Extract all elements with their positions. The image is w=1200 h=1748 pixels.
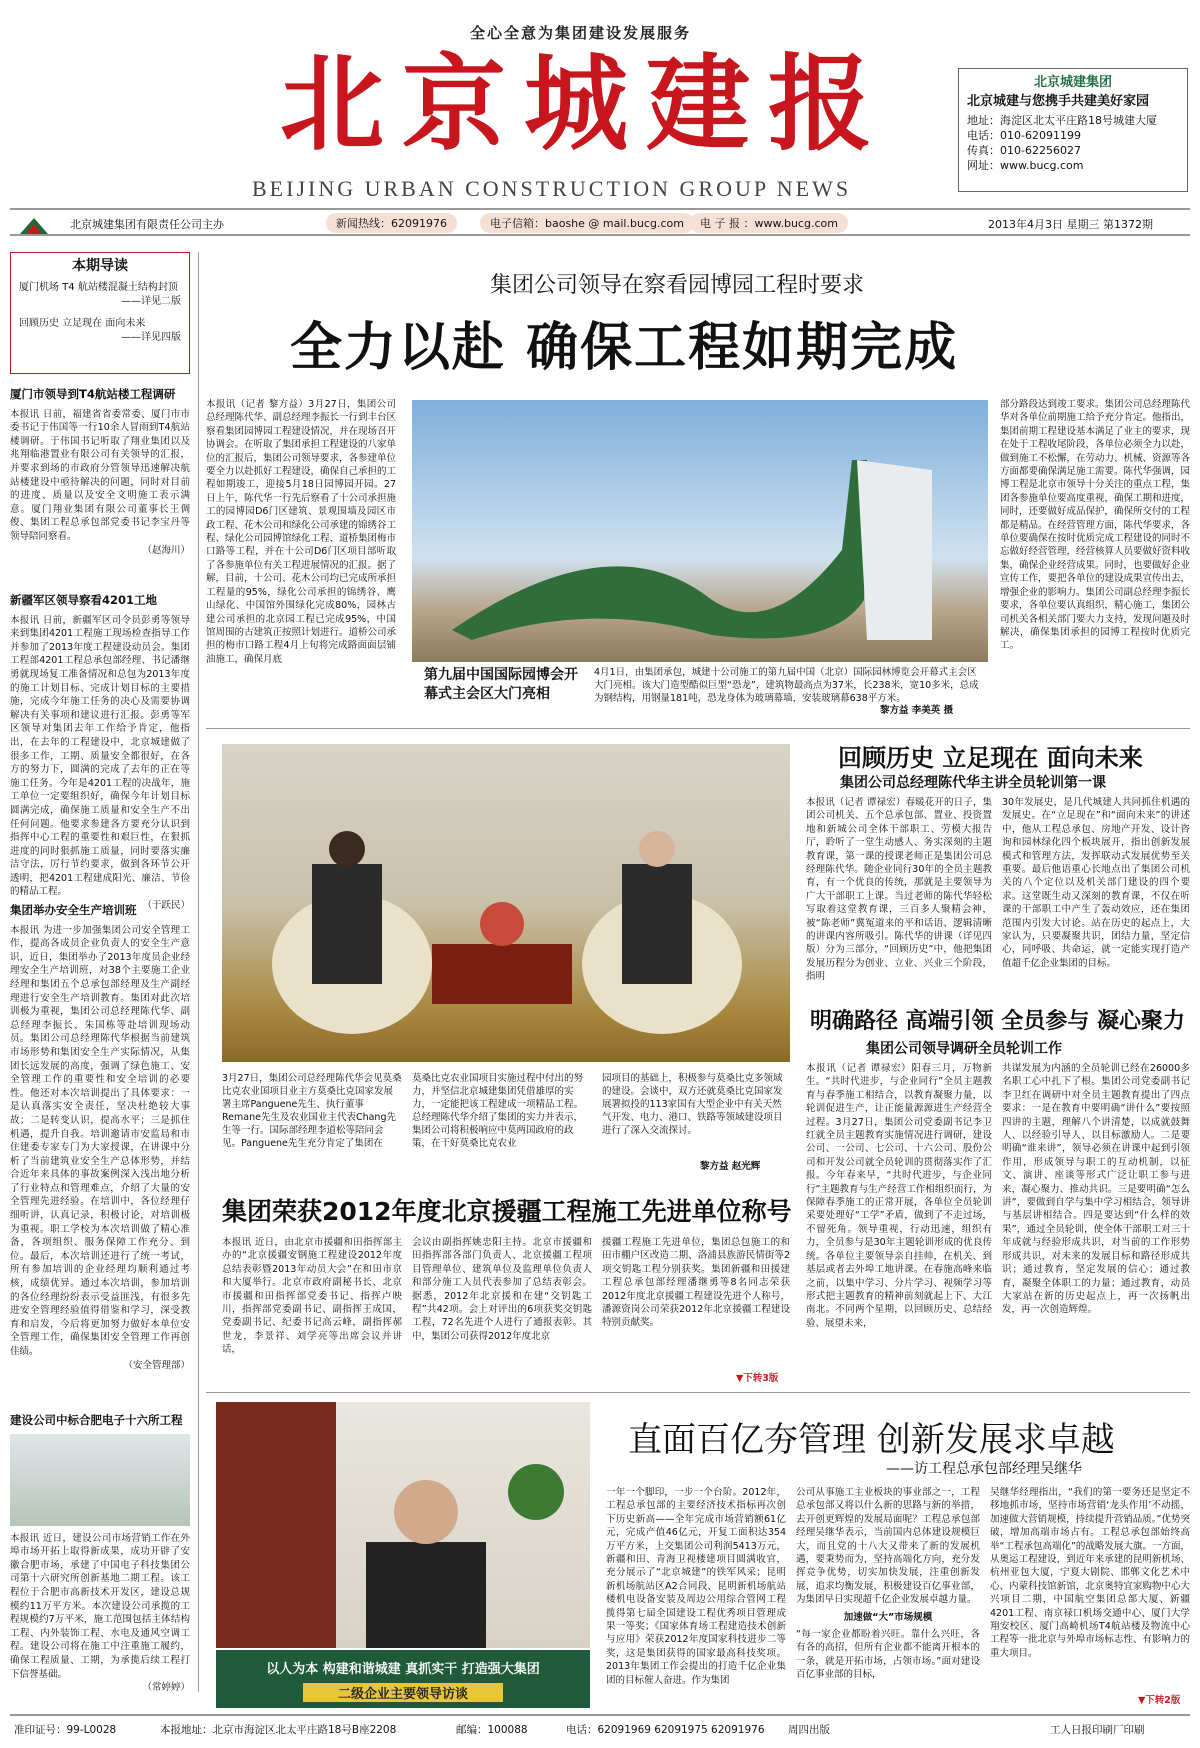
news-hotline: 新闻热线：62091976 xyxy=(326,213,457,233)
epaper: 电 子 报 ：www.bucg.com xyxy=(690,213,848,233)
interview-photo xyxy=(216,1402,590,1648)
direction-subheadline: 集团公司领导调研全员轮训工作 xyxy=(866,1041,1062,1057)
newspaper-title: 北京城建报 xyxy=(280,42,891,165)
sidebar-story-3 xyxy=(10,904,190,1404)
guide-title: 本期导读 xyxy=(72,258,128,274)
interview-subheadline: ——访工程总承包部经理吴继华 xyxy=(886,1461,1082,1477)
banner-line-2: 二级企业主要领导访谈 xyxy=(303,1683,503,1702)
photo-caption-text: 4月1日，由集团承包，城建十公司施工的第九届中国（北京）国际园林博览会开幕式主会区大门亮相。该大门造型酷似巨型“恐龙”，建筑物最高点为37米，长238米，宽10多米，总成为钢结构，用钢量181吨，恐龙身体为玻璃幕墙，安装玻璃幕638平方米。 xyxy=(594,667,979,704)
meeting-caption-1: 3月27日，集团公司总经理陈代华会见莫桑比克农业国项目业主方莫桑比克国家发展署主席Panguene先生、执行董事Remane先生及农业国业主代表Chang先生等一行。国际部经理李道松等陪同会见。Panguene先生充分肯定了集团在 xyxy=(222,1073,402,1149)
history-body-col2: 30年发展史，是几代城建人共同抓住机遇的发展史。在“立足现在”和“面向未来”的讲述中，他从工程总承包、房地产开发、设计咨询和园林绿化四个板块展开，指出创新发展模式和管理方法，发挥联动式发展优势至关重要。最后他语重心长地点出了集团公司机关的八个定位以及机关部门建设的四个要求。这堂既生动又深刻的教育课，不仅在听课的干部职工中产生了轰动效应，还在集团范围内引发大讨论。站在历史的起点上，大家认为，只要凝聚共识，团结力量，坚定信心，同呼吸、共命运，就一定能实现打造产值超千亿企业集团的目标。 xyxy=(1002,797,1190,969)
history-headline: 回顾历史 立足现在 面向未来 xyxy=(838,744,1143,772)
interview-body-col3: 吴继华经理指出，“我们的第一要务还是坚定不移地抓市场，坚持市场营销‘龙头作用’不动摇，加速做大营销规模，持续提升营销品质。”优势突破，增加高端市场占有。工程总承包部始终高举“工程承包高端化”的战略发展大旗。一方面，从奥运工程建设，到近年来承建的昆明新机场、杭州亚包大厦，宁夏大剧院、邯郸文化艺术中心、内蒙科技馆新馆，北京奥特宜家购物中心大兴项目二期，中国航空集团总部大厦、新疆4201工程、南京禄口机场交通中心、厦门大学翔安校区、厦门高崎机场T4航站楼及物流中心工程等一批北京与外埠市场标志性、有影响力的重大项目。 xyxy=(990,1487,1190,1659)
guide-item-ref: ——详见二版 xyxy=(121,296,181,307)
permit-number: 准印证号：99-L0028 xyxy=(14,1724,117,1736)
meeting-caption-3: 园项目的基础上，积极参与莫桑比克多领域的建设。会谈中，双方还就莫桑比克国家发展署拟投的113家国有大型企业中有关天然气开发、电力、港口、铁路等领域建设项目进行了深入交流探讨。 xyxy=(602,1073,783,1136)
sidebar-story-1 xyxy=(10,388,190,584)
interview-jump[interactable]: ▼下转2版 xyxy=(1138,1695,1181,1706)
issue-guide xyxy=(10,252,190,374)
story-body: 本报讯 日前，新疆军区司令员彭勇等领导来到集团4201工程施工现场检查指导工作并参加了2013年度工程建设动员会。集团工程部4201工程总承包部经理、书记潘继勇就现场复工准备情况和总包为2013年度的施工计划目标、完成计划目标的主要措施，完成今年施工任务的决心及需要协调解决有关事项和建议进行汇报。彭勇等军区领导对集团去年工作给予肯定，他指出，在去年的工程建设中，北京城建做了很多工作，工期、质量安全都很好，在各方的努力下，圆满的完成了去年的正在等施工任务。今年是4201工程的决战年，施工单位一定要组织好，确保今年计划目标圆满完成，确保施工质量和安全生产不出任何问题。他要求参建各方要充分认识到指挥中心工程的重要性和艰巨性，在狠抓进度的同时狠抓施工质量，同时要落实廉洁守法，厉行节约要求，做到各环节公开透明，把4201工程建成阳光、廉洁、节俭的精品工程。 xyxy=(10,614,190,898)
story-title: 新疆军区领导察看4201工地 xyxy=(10,593,158,607)
info-address: 地址：海淀区北太平庄路18号城建大厦 xyxy=(967,114,1157,127)
story-author: （于跃民） xyxy=(142,900,190,912)
group-emblem-icon xyxy=(14,216,54,239)
footer xyxy=(10,1714,1190,1740)
story-title: 厦门市领导到T4航站楼工程调研 xyxy=(10,387,176,401)
history-body-col1: 本报讯（记者 谭禄宏）春暖花开的日子，集团公司机关、五个总承包部、置业、投资置地和新城公司全体干部职工、劳模大报告厅，聆听了一堂生动感人、务实深刻的主题教育课，第一课的授课老师正是集团公司总经理陈代华。随企业同行30年的全员主题教育，有一个优良的传统，那就是主要领导为广大干部职工上课。当过老师的陈代华轻松写取着这堂教育课，三百多人聚精会神，被“陈老师”冀冤道来的平和话语、逻辑清晰的讲课内容所吸引。陈代华的讲课（详见四版）分为三部分，“回顾历史”中，他把集团发展历程分为创业、立业、兴业三个阶段，指明 xyxy=(806,797,992,983)
story-author: （常婷婷） xyxy=(142,1682,190,1694)
group-logo: 北京城建集团 xyxy=(1033,75,1112,90)
xinjiang-body-col2: 会议由副指挥姚忠阳主持。北京市援疆和田指挥部各部门负责人、北京援疆工程项目管理单位、建筑单位及监理单位负责人和部分施工人员代表参加了总结表彰会。据悉，2012年北京援和在建“交钥匙工程”共42项。会上对评出的6项获奖交钥匙工程，72名先进个人进行了通报表彰。其中，集团公司获得2012年度北京 xyxy=(412,1237,592,1342)
story-title: 建设公司中标合肥电子十六所工程 xyxy=(10,1413,183,1427)
story-title: 集团举办安全生产培训班 xyxy=(10,903,137,917)
column-divider xyxy=(198,252,199,1692)
masthead-slogan: 全心全意为集团建设发展服务 xyxy=(470,24,692,42)
interview-headline: 直面百亿夯管理 创新发展求卓越 xyxy=(628,1420,1115,1460)
site-photo xyxy=(10,1434,190,1526)
guide-item-ref: ——详见四版 xyxy=(121,332,181,343)
story-body: 本报讯 为进一步加强集团公司安全管理工作，提高各成员企业负责人的安全生产意识，近日，集团举办了2013年度员企业经理安全生产培训班，对38个主要施工企业经理和集团五个总承包部经理及生产副经理进行安全生产培训教育。集团对此次培训极为重视，集团公司总经理陈代华、副总经理李振长、朱国栋等赴培训现场动员。集团公司总经理陈代华根据当前建筑市场形势和集团安全生产实际情况，从集团长远发展的高度，强调了绿色施工、安全管理工作的重要性和安全培训的必要性。他还对本次培训提出了具体要求：一是认真落实安全责任，坚决杜绝较大事故；二是转变认识，提高水平；三是抓住机遇，提升自我。培训邀请市安监局和市住建委专家专门为大家授课，在讲课中分析了当前建筑业安全生产总体形势，并结合近年来具体的事故案例深入浅出地分析了行业特点和管理难点，介绍了大量的安全管理先进经验。在培训中，各位经理仔细听讲，认真记录，积极讨论，对培训极为重视。职工学校为本次培训做了精心准备，各项组织、服务保障工作充分、到位。最后，本次培训还进行了统一考试，所有参加培训的企业经理均顺利通过考核，成绩优异。通过本次培训，参加培训的各位经理纷纷表示受益匪浅，有很多先进安全管理经验值得借鉴和学习，深受教育和启发，今后将更加努力做好本单位安全管理工作，确保集团安全管理工作再创佳绩。 xyxy=(10,924,190,1357)
newspaper-title-en: BEIJING URBAN CONSTRUCTION GROUP NEWS xyxy=(252,176,852,201)
xinjiang-jump[interactable]: ▼下转3版 xyxy=(736,1373,779,1384)
lead-body-col1: 本报讯（记者 黎方益）3月27日，集团公司总经理陈代华、副总经理李振长一行到丰台区察看集团园博园工程建设情况，并在现场召开协调会。在听取了集团承担工程建设的八家单位的汇报后，集团公司领导要求，各参建单位要全力以赴抓好工程建设，确保自己承担的工程如期竣工，迎接5月18日园博园开园。27日上午，陈代华一行先后察看了十公司承担施工的园博园D6门区建筑、景观围墙及园区市政工程、花木公司和绿化公司承建的锦绣谷工程、绿化公司园博馆绿化工程、道桥集团梅市口路等工程，并在十公司D6门区项目部听取了各参施单位有关工程进展情况的汇报。据了解，目前，十公司、花木公司均已完成所承担工程量的95%，绿化公司承担的锦绣谷、鹰山绿化、中国馆外围绿化完成80%，园林古建公司承担的北京园工程已完成95%，中国馆周围的古建筑正按照计划进行。道桥公司承担的梅市口路工程4月上旬将完成路面面层铺油施工，确保月底 xyxy=(206,399,397,665)
postal-code: 邮编：100088 xyxy=(456,1724,528,1736)
office-address: 本报地址：北京市海淀区北太平庄路18号B座2208 xyxy=(160,1724,397,1736)
lead-kicker: 集团公司领导在察看园博园工程时要求 xyxy=(490,273,865,298)
issue-date: 2013年4月3日 星期三 第1372期 xyxy=(988,218,1153,231)
photo-credit: 黎方益 李美英 摄 xyxy=(880,705,954,716)
sidebar-story-4 xyxy=(10,1414,190,1710)
xinjiang-body-col1: 本报讯 近日，由北京市援疆和田指挥部主办的“北京援疆安钢施工程建设2012年度总结表彰暨2013年动员大会”在和田市京和大厦举行。北京市政府副秘书长、北京市援疆和田指挥部党委书记、指挥卢映川，指挥部党委副书记、副指挥王成国，党委副书记、纪委书记高云峰，副指挥郝世龙，李景祥、刘学亮等出席会议并讲话， xyxy=(222,1237,402,1356)
info-phone: 电话：010-62091199 xyxy=(967,129,1081,142)
direction-body-col1: 本报讯（记者 谭禄宏）阳春三月，万物新生。“共时代进步，与企业同行”全员主题教育与春季施工相结合，以教育凝聚力量，以轮训促进生产，让正能量源源进生产经营全过程。3月27日，集团公司党委副书记李卫红就全员主题教育实施情况进行调研，建设公司、一公司、七公司、十六公司、股份公司和开发公司就全员轮训的贯彻落实作了汇报。今年春来早，“共时代进步，与企业同行”主题教育与生产经营工作相组织而行，为保障春季施工的正常开展，各单位全员轮训采要处理好“工学”矛盾，做到了不走过场，不留死角。领导重视，行动迅速，组织有力，全员参与是30年主题轮训形成的优良传统。各单位主要领导亲自挂帅，在机关、到基层或者去外埠工地讲课。在春施高峰来临之前，以集中学习、分片学习、视频学习等形式把主题教育的精神前刻就起上下、大江南北。不同两个星期，以回顾历史、总结经验、展望未来， xyxy=(806,1063,992,1329)
direction-headline: 明确路径 高端引领 全员参与 凝心聚力 xyxy=(810,1009,1185,1034)
info-box-slogan: 北京城建与您携手共建美好家园 xyxy=(967,94,1150,109)
xinjiang-headline: 集团荣获2012年度北京援疆工程施工先进单位称号 xyxy=(222,1197,792,1226)
direction-body-col2: 共谋发展为内涵的全员轮训已经在26000多名职工心中扎下了根。集团公司党委副书记李卫红在调研中对全员主题教育提出了四点要求：一是在教育中要明确“讲什么”要按照四讲的主题，理解八个讲清楚，以成就鼓舞人、以经验引导人、以目标激励人。二是要明确“谁来讲”，领导必须在讲课中起到引领作用，形成领导与职工的互动机制，以征文、演讲、座谈等形式广泛让职工参与进来，凝心聚力、推动共识。三是要明确“怎么讲”，要做到自学与集中学习相结合，领导讲与基层讲相结合。四是要达到“什么样的效果”，通过全员轮训，使全体干部职工对三十年成就与经验形成共识，对当前的工作形势形成共识，对未来的发展目标和路径形成共识；通过教育，坚定发展的信心；通过教育，凝聚全体职工的力量；通过教育，动员大家站在新的历史起点上，再一次扬帆出发，再一次创造辉煌。 xyxy=(1002,1063,1190,1316)
guide-item[interactable]: 回顾历史 立足现在 面向未来 xyxy=(19,318,146,329)
section-rule xyxy=(206,728,1190,729)
lead-body-col3: 部分路段达到竣工要求。集团公司总经理陈代华对各单位前期施工给予充分肯定。他指出，集团前期工程建设基本满足了业主的要求，现在处于工程收尾阶段，各单位必须全力以赴，做到施工不松懈，在劳动力、机械、资源等各方面都要确保满足施工需要。陈代华强调，园博工程是北京市领导十分关注的重点工程，集团各参施单位要高度重视，确保工期和进度，同时，还要做好成品保护，确保所交付的工程都是精品。在经营管理方面，陈代华要求，各单位要确保在按时优质完成工程建设的同时不忘做好经营管理，经营核算人员要做好资料收集，确保企业经营成果。同时，也要做好企业宣传工作，要把各单位的建设成果宣传出去，增强企业的影响力。集团公司副总经理李振长要求，各单位要认真组织，精心施工，集团公司机关各相关部门要大力支持，发现问题及时解决，确保集团承担的园博工程按时优质完工。 xyxy=(1000,399,1191,652)
body-text: “每一家企业都盼着兴旺。靠什么兴旺，各有各的高招，但所有企业都不能离开根本的一条，就是开拓市场，占领市场。”面对建设百亿事业部的目标， xyxy=(796,1629,980,1681)
printer: 工人日报印刷厂印刷 xyxy=(1050,1724,1145,1736)
banner-line-1: 以人为本 构建和谐城建 真抓实干 打造强大集团 xyxy=(266,1662,540,1677)
publish-day: 周四出版 xyxy=(788,1724,830,1736)
interview-banner xyxy=(216,1650,590,1708)
expo-gate-photo xyxy=(412,400,988,662)
story-author: （赵海川） xyxy=(142,544,190,556)
info-bar xyxy=(10,208,1190,236)
body-subhead: 加速做“大”市场规模 xyxy=(843,1611,933,1623)
story-body: 本报讯 日前，福建省省委常委、厦门市市委书记于伟国等一行10余人冒雨到T4航站楼调研。于伟国书记听取了翔业集团以及兆翔临港置业有限公司有关领导的汇报，并要求到场的市政府分管领导迅速解决航站楼建设中亟待解决的问题，同时对目前的进度、质量以及安全文明施工表示满意。厦门翔业集团有限公司董事长王倜俊、集团工程总承包部党委书记李宝丹等领导陪同察看。 xyxy=(10,408,190,542)
meeting-credit: 黎方益 赵光辉 xyxy=(700,1161,761,1172)
email: 电子信箱：baoshe @ mail.bucg.com xyxy=(480,213,694,233)
interview-body-col2 xyxy=(796,1486,980,1708)
masthead-info-box xyxy=(958,68,1188,192)
history-subheadline: 集团公司总经理陈代华主讲全员轮训第一课 xyxy=(840,775,1106,791)
story-author: （安全管理部） xyxy=(123,1359,190,1371)
body-text: 公司从事施工主业板块的事业部之一，工程总承包部又将以什么新的思路与新的举措，去开创更辉煌的发展局面呢？工程总承包部经理吴继华表示，当前国内总体建设规模巨大，而且党的十八大又带来了新的发展机遇，要秉势而为，坚持高端化方向，充分发挥竞争优势，切实加快发展，注重创新发展，追求均衡发展，积极建设百亿事业部，为集团早日实现超千亿企业发展卓越力量。 xyxy=(796,1487,980,1606)
info-web: 网址：www.bucg.com xyxy=(967,159,1084,172)
office-phone: 电话：62091969 62091975 62091976 xyxy=(566,1724,765,1736)
guide-item[interactable]: 厦门机场 T4 航站楼混凝土结构封顶 xyxy=(19,282,178,293)
meeting-caption-2: 莫桑比克农业国项目实施过程中付出的努力，并坚信北京城建集团凭借雄厚的实力，一定能把该工程建成一项精品工程。总经理陈代华介绍了集团的实力并表示，集团公司将积极响应中莫两国政府的政策，在干好莫桑比克农业 xyxy=(412,1073,584,1149)
lead-headline: 全力以赴 确保工程如期完成 xyxy=(290,318,959,378)
meeting-photo xyxy=(222,744,790,1062)
photo-caption-title: 第九届中国国际园博会开幕式主会区大门亮相 xyxy=(424,667,578,702)
xinjiang-body-col3: 援疆工程施工先进单位，集团总包施工的和田市棚户区改造二期、洛浦县族游民情街等2项交钥匙工程分别获奖。集团新疆和田援建工程总承包部经理潘继勇等8名同志荣获2012年度北京援疆工程建设先进个人称号，潘源资岗公司荣获2012年北京援疆工程建设特别贡献奖。 xyxy=(602,1237,790,1329)
sponsor: 北京城建集团有限责任公司主办 xyxy=(70,218,224,231)
story-body: 本报讯 近日，建设公司市场营销工作在外埠市场开拓上取得新成果，成功开辟了安徽合肥市场，承建了中国电子科技集团公司第十六研究所创新基地二期工程。该工程位于合肥市高新技术开发区，建设总规模约11万平方米。本次建设公司承揽的工程规模约7万平米，施工范围包括主体结构工程、内外装饰工程、水电及通风空调工程。建设公司将在施工中注重施工履约，确保工程质量、工期，为承揽后续工程打下信誉基础。 xyxy=(10,1532,190,1680)
section-rule xyxy=(206,1392,1190,1393)
interview-body-col1: 一年一个脚印，一步一个台阶。2012年，工程总承包部的主要经济技术指标再次创下历史新高——全年完成市场营销额61亿元，完成产值46亿元，开复工面积达354万平方米，上交集团公司利润5413万元，新疆和田、青海卫视楼建项目圆满收官，充分展示了“北京城建”的铁军风采；昆明新机场航站区A2合同段、昆明新机场航站楼机电设备安装及周边公用综合管网工程揽得第七届全国建设工程优秀项目管理成果一等奖；《国家体育场工程建造技术创新与应用》荣获2012年度国家科技进步二等奖，这是集团获得的国家最高科技奖项。2013年集团工作会提出的打造千亿企业集团的目标催人奋进。作为集团 xyxy=(606,1487,786,1686)
info-fax: 传真：010-62256027 xyxy=(967,144,1081,157)
